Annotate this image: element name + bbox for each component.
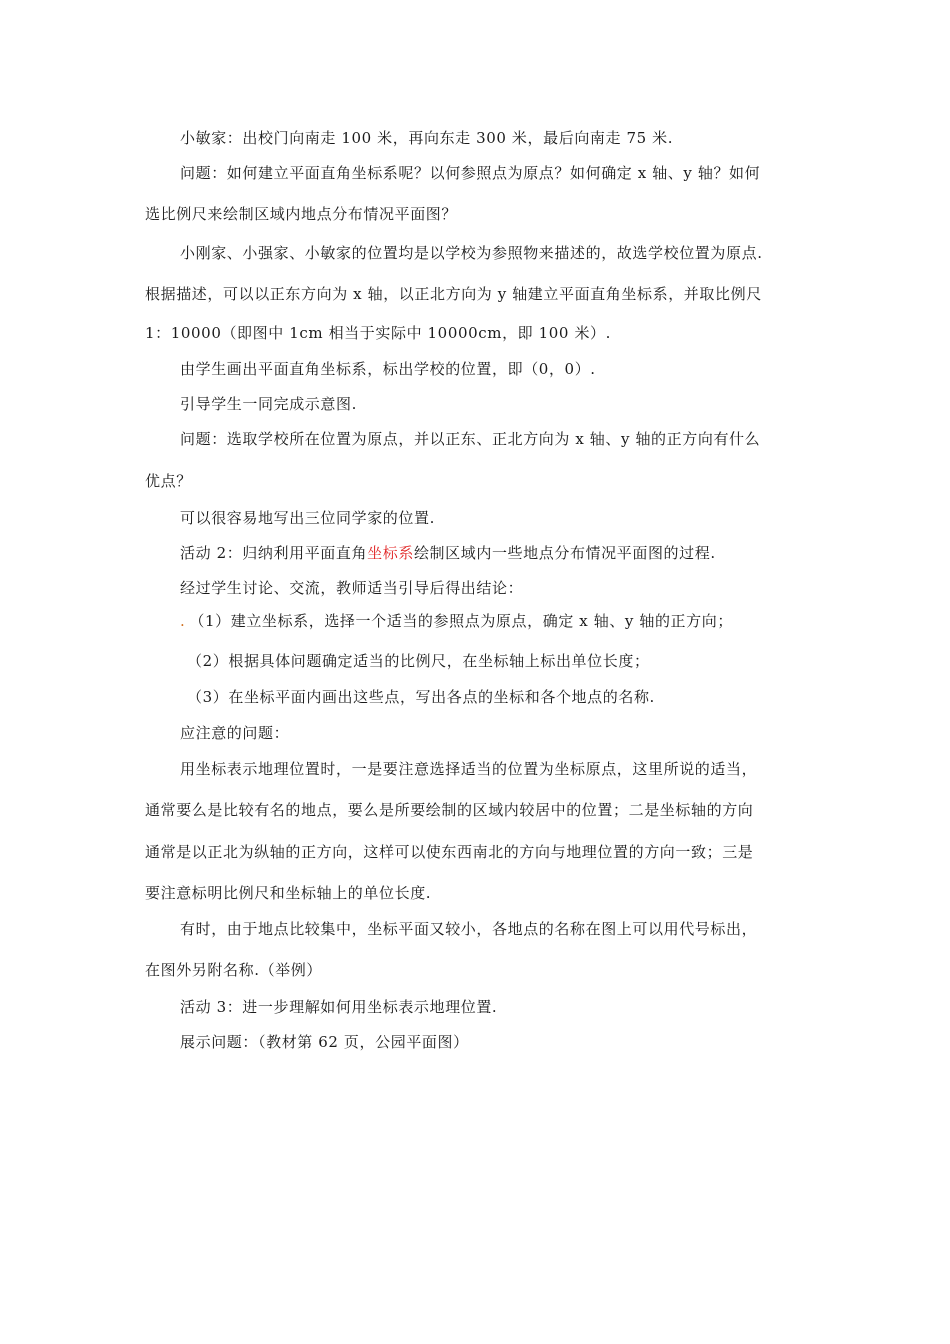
text-line: 可以很容易地写出三位同学家的位置. xyxy=(180,509,435,527)
step-1-text: （1）建立坐标系，选择一个适当的参照点为原点，确定 x 轴、y 轴的正方向； xyxy=(189,612,733,630)
activity-2-line xyxy=(180,543,716,563)
step-2-line: （2）根据具体问题确定适当的比例尺，在坐标轴上标出单位长度； xyxy=(187,652,650,670)
text-line: 有时，由于地点比较集中，坐标平面又较小，各地点的名称在图上可以用代号标出， xyxy=(180,920,758,938)
text-line: 展示问题：（教材第 62 页，公园平面图） xyxy=(180,1033,469,1051)
activity-2-suffix: 绘制区域内一些地点分布情况平面图的过程. xyxy=(413,544,716,562)
text-line: 用坐标表示地理位置时，一是要注意选择适当的位置为坐标原点，这里所说的适当， xyxy=(180,760,758,778)
text-line: 优点？ xyxy=(145,472,192,490)
text-line: 由学生画出平面直角坐标系，标出学校的位置，即（0，0）. xyxy=(180,360,596,378)
text-line: 引导学生一同完成示意图. xyxy=(180,395,357,413)
activity-2-prefix: 活动 2：归纳利用平面直角 xyxy=(180,544,368,562)
text-line: 1：10000（即图中 1cm 相当于实际中 10000cm，即 100 米）. xyxy=(145,324,612,342)
text-line: 问题：选取学校所在位置为原点，并以正东、正北方向为 x 轴、y 轴的正方向有什么 xyxy=(180,430,761,448)
text-line: 选比例尺来绘制区域内地点分布情况平面图？ xyxy=(145,205,458,223)
step-3-line: （3）在坐标平面内画出这些点，写出各点的坐标和各个地点的名称. xyxy=(187,688,655,706)
stray-mark: . xyxy=(180,612,186,630)
text-line: 小刚家、小强家、小敏家的位置均是以学校为参照物来描述的，故选学校位置为原点. xyxy=(180,244,763,262)
text-line: 问题：如何建立平面直角坐标系呢？以何参照点为原点？如何确定 x 轴、y 轴？如何 xyxy=(180,164,761,182)
text-line: 小敏家：出校门向南走 100 米，再向东走 300 米，最后向南走 75 米. xyxy=(180,129,674,147)
step-1-line xyxy=(180,611,733,631)
text-line: 在图外另附名称.（举例） xyxy=(145,961,322,979)
highlighted-term: 坐标系 xyxy=(367,544,414,562)
text-line: 通常是以正北为纵轴的正方向，这样可以使东西南北的方向与地理位置的方向一致；三是 xyxy=(145,843,754,861)
text-line: 应注意的问题： xyxy=(180,724,290,742)
text-line: 要注意标明比例尺和坐标轴上的单位长度. xyxy=(145,884,432,902)
text-line: 经过学生讨论、交流，教师适当引导后得出结论： xyxy=(180,579,524,597)
text-line: 活动 3：进一步理解如何用坐标表示地理位置. xyxy=(180,998,498,1016)
text-line: 通常要么是比较有名的地点，要么是所要绘制的区域内较居中的位置；二是坐标轴的方向 xyxy=(145,801,754,819)
text-line: 根据描述，可以以正东方向为 x 轴，以正北方向为 y 轴建立平面直角坐标系，并取比例尺 xyxy=(145,285,762,303)
